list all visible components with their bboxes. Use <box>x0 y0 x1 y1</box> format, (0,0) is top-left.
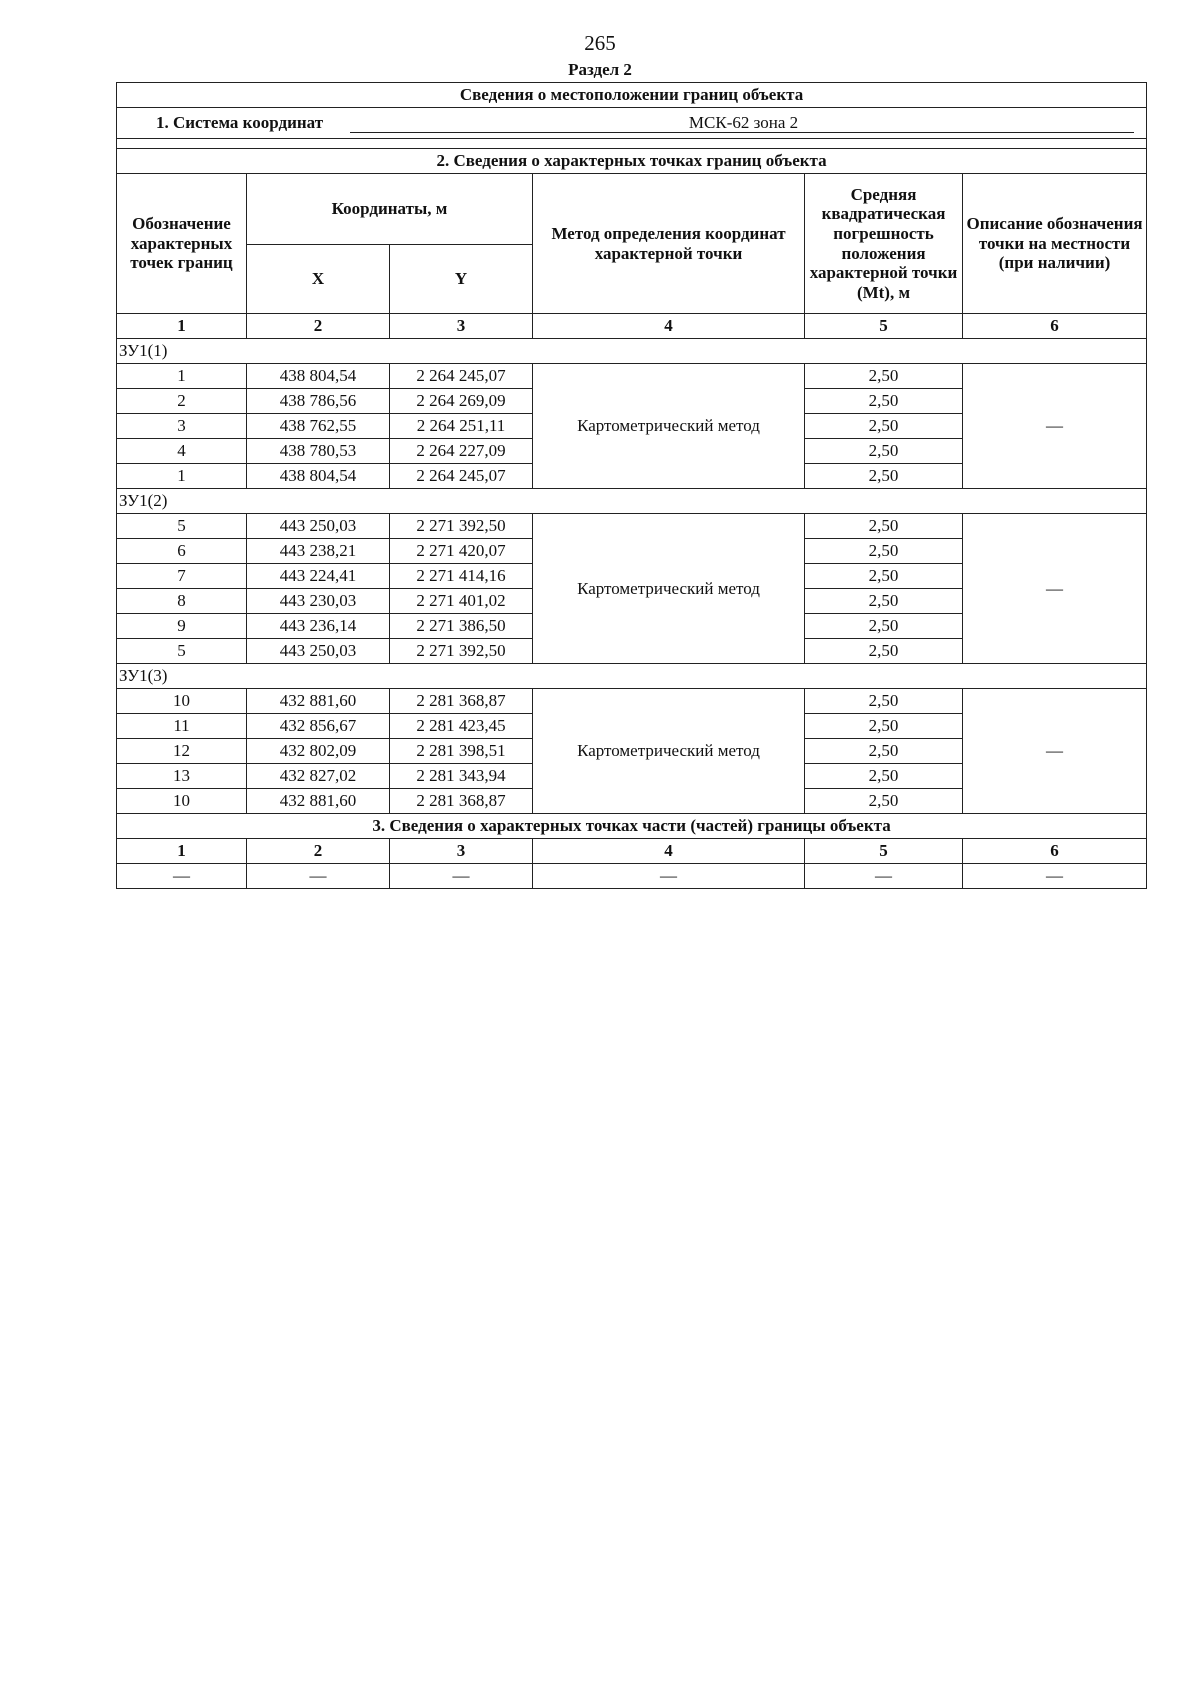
point-number: 13 <box>117 764 247 789</box>
coord-x: 438 804,54 <box>247 464 390 489</box>
point-number: 12 <box>117 739 247 764</box>
coord-x: 438 804,54 <box>247 364 390 389</box>
coord-y: 2 281 343,94 <box>390 764 533 789</box>
point-number: 10 <box>117 689 247 714</box>
point-number: 9 <box>117 614 247 639</box>
mt-value: 2,50 <box>805 764 963 789</box>
header-y: Y <box>390 245 533 314</box>
point-number: 5 <box>117 639 247 664</box>
coord-y: 2 281 368,87 <box>390 689 533 714</box>
coord-x: 438 786,56 <box>247 389 390 414</box>
coord-system-label: 1. Система координат <box>155 112 324 132</box>
spacer-row <box>117 139 1147 149</box>
table-row <box>117 864 1147 889</box>
coord-y: 2 271 420,07 <box>390 539 533 564</box>
part3-title: 3. Сведения о характерных точках части (частей) границы объекта <box>117 814 1147 839</box>
mt-value: 2,50 <box>805 464 963 489</box>
column-numbers-row <box>117 314 1147 339</box>
mt-value: 2,50 <box>805 514 963 539</box>
mt-value: 2,50 <box>805 739 963 764</box>
col-number: 6 <box>963 839 1147 864</box>
coord-y: 2 271 386,50 <box>390 614 533 639</box>
point-number: 5 <box>117 514 247 539</box>
table-row <box>117 514 1147 539</box>
coord-x: 443 250,03 <box>247 514 390 539</box>
coord-x: 432 802,09 <box>247 739 390 764</box>
table-row <box>117 689 1147 714</box>
coord-x: 432 856,67 <box>247 714 390 739</box>
header-coords: Координаты, м <box>247 174 533 245</box>
empty-dash: — <box>533 864 805 889</box>
coord-x: 432 881,60 <box>247 789 390 814</box>
col-number: 3 <box>390 839 533 864</box>
coord-x: 432 881,60 <box>247 689 390 714</box>
method-cell: Картометрический метод <box>533 514 805 664</box>
point-number: 4 <box>117 439 247 464</box>
coord-system-row <box>117 108 1147 139</box>
table-row <box>117 364 1147 389</box>
group-row <box>117 339 1147 364</box>
coord-y: 2 264 251,11 <box>390 414 533 439</box>
description-cell: — <box>963 514 1147 664</box>
point-number: 8 <box>117 589 247 614</box>
page-number: 265 <box>584 31 616 55</box>
point-number: 6 <box>117 539 247 564</box>
method-cell: Картометрический метод <box>533 689 805 814</box>
col-number: 6 <box>963 314 1147 339</box>
boundary-table <box>116 82 1147 889</box>
col-number: 4 <box>533 314 805 339</box>
col-number: 4 <box>533 839 805 864</box>
coord-y: 2 281 368,87 <box>390 789 533 814</box>
mt-value: 2,50 <box>805 389 963 414</box>
mt-value: 2,50 <box>805 439 963 464</box>
header-method: Метод определения координат характерной точки <box>533 174 805 314</box>
column-numbers-row <box>117 839 1147 864</box>
col-number: 2 <box>247 839 390 864</box>
mt-value: 2,50 <box>805 639 963 664</box>
point-number: 11 <box>117 714 247 739</box>
coord-x: 443 230,03 <box>247 589 390 614</box>
coord-x: 443 224,41 <box>247 564 390 589</box>
coord-x: 443 238,21 <box>247 539 390 564</box>
coord-y: 2 281 423,45 <box>390 714 533 739</box>
coord-system-value: МСК-62 зона 2 <box>350 113 1134 134</box>
mt-value: 2,50 <box>805 614 963 639</box>
coord-x: 443 250,03 <box>247 639 390 664</box>
point-number: 1 <box>117 364 247 389</box>
coord-y: 2 281 398,51 <box>390 739 533 764</box>
part2-title: 2. Сведения о характерных точках границ объекта <box>117 149 1147 174</box>
empty-dash: — <box>117 864 247 889</box>
header-x: X <box>247 245 390 314</box>
mt-value: 2,50 <box>805 539 963 564</box>
coord-y: 2 271 392,50 <box>390 639 533 664</box>
mt-value: 2,50 <box>805 414 963 439</box>
coord-y: 2 264 245,07 <box>390 364 533 389</box>
header-designation: Обозначение характерных точек границ <box>117 174 247 314</box>
coord-y: 2 264 245,07 <box>390 464 533 489</box>
empty-dash: — <box>247 864 390 889</box>
point-number: 10 <box>117 789 247 814</box>
mt-value: 2,50 <box>805 789 963 814</box>
coord-x: 432 827,02 <box>247 764 390 789</box>
empty-dash: — <box>963 864 1147 889</box>
method-cell: Картометрический метод <box>533 364 805 489</box>
mt-value: 2,50 <box>805 564 963 589</box>
coord-y: 2 271 414,16 <box>390 564 533 589</box>
point-number: 7 <box>117 564 247 589</box>
group-name: ЗУ1(2) <box>117 489 1147 514</box>
mt-value: 2,50 <box>805 689 963 714</box>
col-number: 5 <box>805 839 963 864</box>
mt-value: 2,50 <box>805 589 963 614</box>
empty-dash: — <box>805 864 963 889</box>
point-number: 1 <box>117 464 247 489</box>
col-number: 5 <box>805 314 963 339</box>
point-number: 2 <box>117 389 247 414</box>
group-name: ЗУ1(3) <box>117 664 1147 689</box>
section-title: Раздел 2 <box>568 60 632 79</box>
coord-y: 2 264 269,09 <box>390 389 533 414</box>
empty-dash: — <box>390 864 533 889</box>
col-number: 3 <box>390 314 533 339</box>
col-number: 1 <box>117 839 247 864</box>
group-row <box>117 664 1147 689</box>
description-cell: — <box>963 364 1147 489</box>
mt-value: 2,50 <box>805 364 963 389</box>
table-title: Сведения о местоположении границ объекта <box>117 83 1147 108</box>
description-cell: — <box>963 689 1147 814</box>
col-number: 1 <box>117 314 247 339</box>
header-description: Описание обозначения точки на местности (при наличии) <box>963 174 1147 314</box>
coord-y: 2 271 401,02 <box>390 589 533 614</box>
coord-x: 443 236,14 <box>247 614 390 639</box>
header-error: Средняя квадратическая погрешность положения характерной точки (Mt), м <box>805 174 963 314</box>
coord-y: 2 264 227,09 <box>390 439 533 464</box>
coord-x: 438 780,53 <box>247 439 390 464</box>
coord-y: 2 271 392,50 <box>390 514 533 539</box>
coord-x: 438 762,55 <box>247 414 390 439</box>
group-row <box>117 489 1147 514</box>
group-name: ЗУ1(1) <box>117 339 1147 364</box>
point-number: 3 <box>117 414 247 439</box>
col-number: 2 <box>247 314 390 339</box>
mt-value: 2,50 <box>805 714 963 739</box>
